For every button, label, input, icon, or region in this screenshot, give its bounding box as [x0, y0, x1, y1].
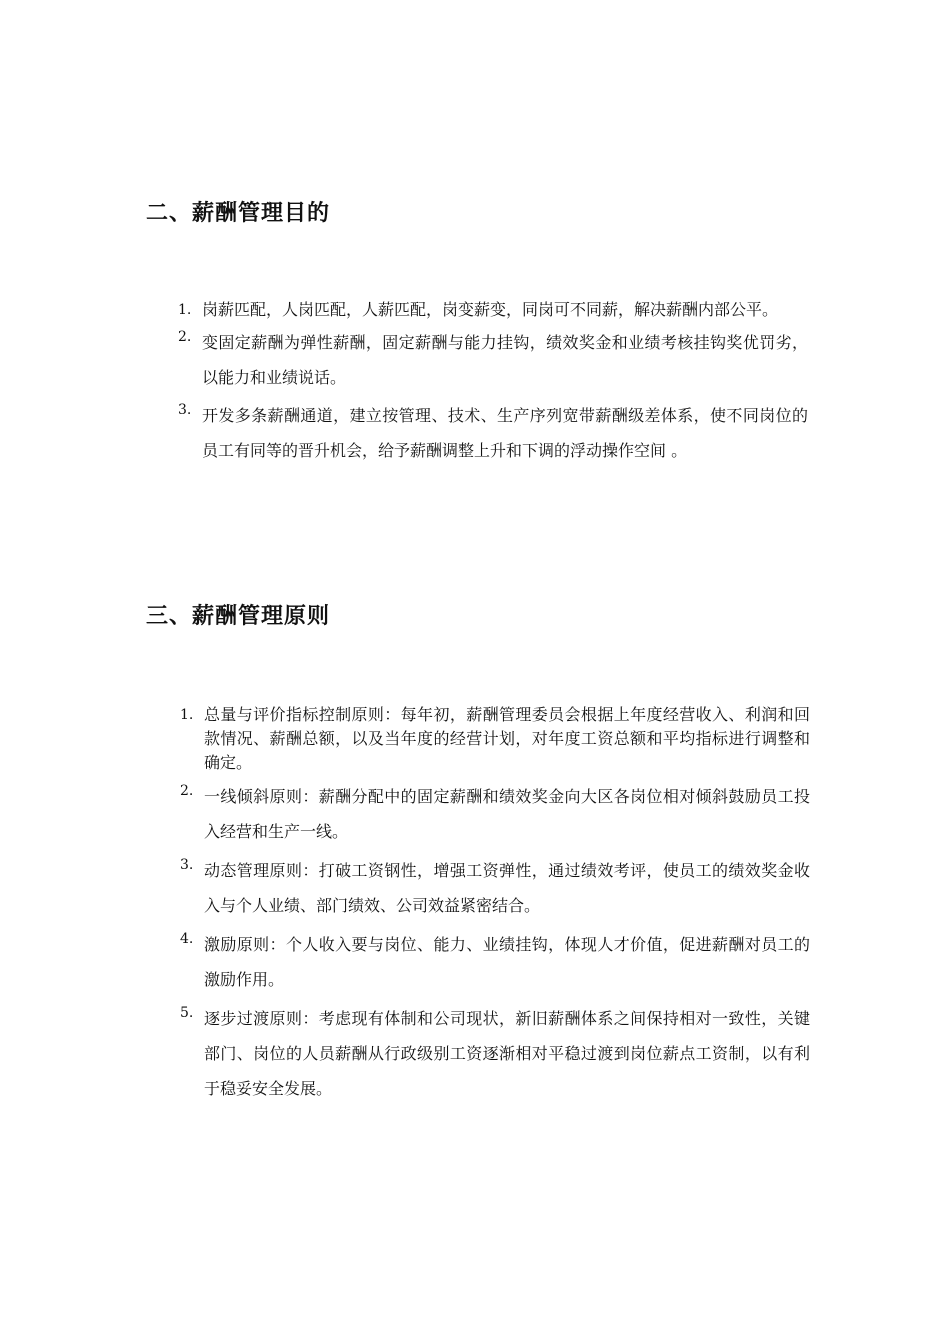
list-item-number: 2.	[180, 783, 194, 799]
list-item-text: 开发多条薪酬通道，建立按管理、技术、生产序列宽带薪酬级差体系，使不同岗位的员工有同等的晋升机会，给予薪酬调整上升和下调的浮动操作空间 。	[202, 406, 808, 460]
list-item-text: 一线倾斜原则：薪酬分配中的固定薪酬和绩效奖金向大区各岗位相对倾斜鼓励员工投入经营和生产一线。	[204, 787, 810, 841]
list-item-number: 1.	[180, 707, 194, 723]
list-item-number: 2.	[178, 329, 192, 345]
list-item-text: 总量与评价指标控制原则：每年初，薪酬管理委员会根据上年度经营收入、利润和回款情况、薪酬总额，以及当年度的经营计划，对年度工资总额和平均指标进行调整和确定。	[204, 705, 810, 772]
list-item	[178, 325, 818, 395]
list-item-number: 3.	[180, 857, 194, 873]
list-item	[180, 703, 820, 775]
list-item-text: 逐步过渡原则：考虑现有体制和公司现状，新旧薪酬体系之间保持相对一致性，关键部门、岗位的人员薪酬从行政级别工资逐渐相对平稳过渡到岗位薪点工资制，以有利于稳妥安全发展。	[204, 1009, 810, 1098]
list-item	[178, 298, 818, 322]
list-item	[180, 853, 820, 923]
list-item-text: 激励原则：个人收入要与岗位、能力、业绩挂钩，体现人才价值，促进薪酬对员工的激励作用。	[204, 935, 810, 989]
list-item-text: 变固定薪酬为弹性薪酬，固定薪酬与能力挂钩，绩效奖金和业绩考核挂钩奖优罚劣，以能力和业绩说话。	[202, 333, 808, 387]
list-item	[180, 927, 820, 997]
list-item-number: 1.	[178, 302, 192, 318]
section-3-heading: 三、薪酬管理原则	[146, 604, 331, 629]
section-2-list	[178, 298, 818, 468]
section-2-heading: 二、薪酬管理目的	[146, 201, 331, 226]
list-item-number: 4.	[180, 931, 194, 947]
section-3-list	[180, 703, 820, 1106]
list-item-text: 岗薪匹配，人岗匹配，人薪匹配，岗变薪变，同岗可不同薪，解决薪酬内部公平。	[202, 300, 779, 319]
list-item-text: 动态管理原则：打破工资钢性，增强工资弹性，通过绩效考评，使员工的绩效奖金收入与个人业绩、部门绩效、公司效益紧密结合。	[204, 861, 810, 915]
list-item	[180, 779, 820, 849]
list-item-number: 5.	[180, 1005, 194, 1021]
list-item	[178, 398, 818, 468]
list-item	[180, 1001, 820, 1106]
list-item-number: 3.	[178, 402, 192, 418]
